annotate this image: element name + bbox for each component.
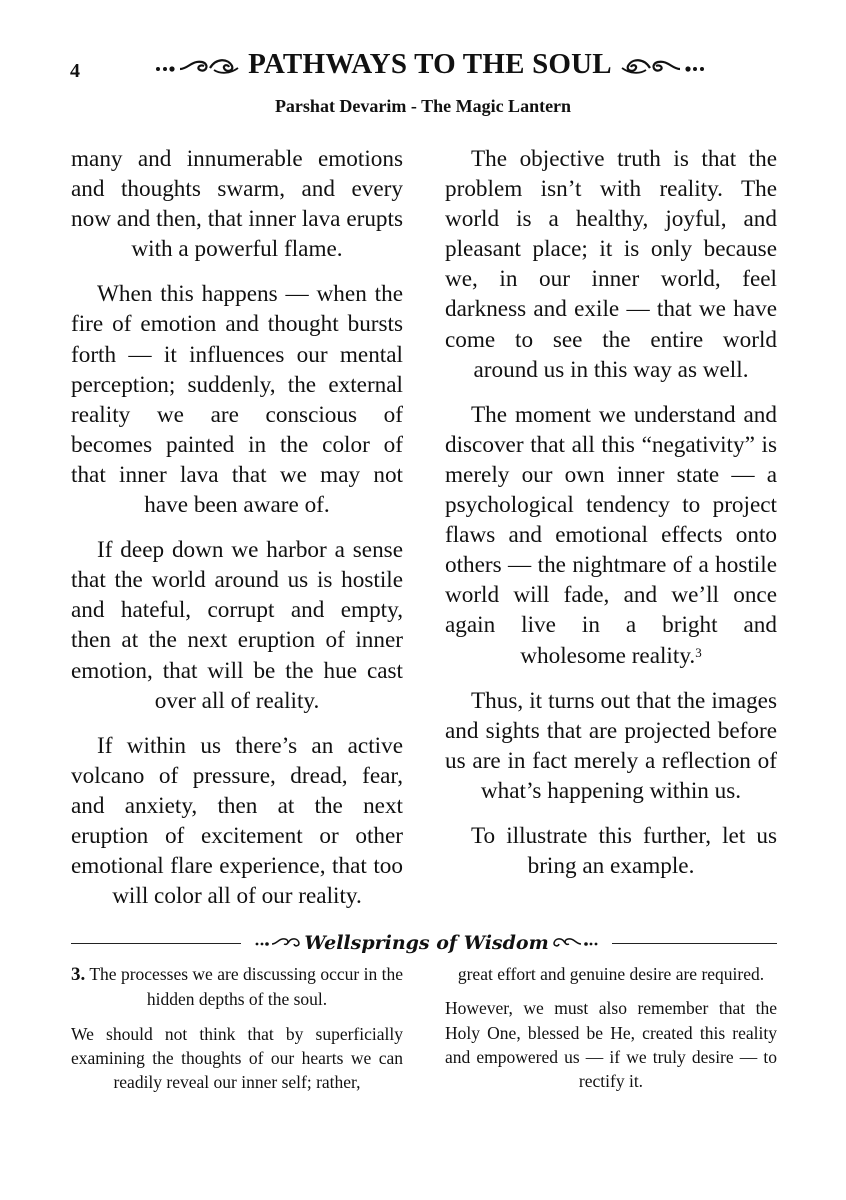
footnote-marker: 3 — [695, 644, 702, 660]
paragraph: When this happens — when the fire of emotion and thought bursts forth — it influences our mental perception; suddenly, the external reality we are conscious of becomes painted in the color of that inner lava that we may not have been aware of. — [71, 281, 403, 519]
footnotes — [71, 962, 777, 1104]
note-text: The processes we are discussing occur in the hidden depths of the soul. — [89, 964, 403, 1010]
paragraph-text: The moment we understand and discover that all this “negativity” is merely our own inner state — a psychological tendency to project flaws and emotional effects onto others — the nightmare of a hostile world will fade, and we’ll once again live in a bright and wholesome reality. — [445, 401, 777, 669]
right-flourish-ornament — [618, 54, 706, 76]
paragraph: If deep down we harbor a sense that the world around us is hostile and hateful, corrupt and empty, then at the next eruption of inner emotion, that will be the hue cast over all of reality. — [71, 537, 403, 714]
note-number: 3. — [71, 964, 86, 985]
paragraph: If within us there’s an active volcano of pressure, dread, fear, and anxiety, then at the next eruption of excitement or other emotional flare experience, that too will color all of our reality. — [71, 732, 403, 910]
left-small-flourish-ornament — [254, 936, 300, 950]
note-paragraph — [71, 962, 403, 1012]
right-small-flourish-ornament — [553, 936, 599, 950]
running-header — [120, 48, 740, 81]
book-title: PATHWAYS TO THE SOUL — [248, 48, 612, 80]
note-paragraph: We should not think that by superficially examining the thoughts of our hearts we can readily reveal our inner self; rather, — [71, 1023, 403, 1093]
paragraph: The objective truth is that the problem isn’t with reality. The world is a healthy, joyful, and pleasant place; it is only because we, in our inner world, feel darkness and exile — that we have come to see the entire world around us in this way as well. — [445, 146, 777, 383]
paragraph: Thus, it turns out that the images and sights that are projected before us are in fact merely a reflection of what’s happening within us. — [445, 687, 777, 804]
chapter-subtitle: Parshat Devarim - The Magic Lantern — [274, 96, 572, 116]
left-flourish-ornament — [154, 54, 242, 76]
note-paragraph: However, we must also remember that the Holy One, blessed be He, created this reality and empowered us — if we truly desire — to rectify it. — [445, 998, 777, 1092]
divider-line-left — [71, 943, 241, 944]
notes-section-title: Wellsprings of Wisdom — [304, 932, 549, 954]
paragraph: many and innumerable emotions and thoughts swarm, and every now and then, that inner lava erupts with a powerful flame. — [71, 146, 403, 263]
right-column — [445, 144, 777, 926]
notes-divider — [71, 928, 777, 958]
note-paragraph: great effort and genuine desire are required. — [457, 964, 765, 984]
main-text — [71, 144, 777, 926]
page-number: 4 — [70, 60, 80, 82]
paragraph: To illustrate this further, let us bring an example. — [471, 822, 777, 880]
notes-right-column — [445, 962, 777, 1104]
left-column — [71, 144, 403, 926]
paragraph — [445, 400, 777, 671]
divider-line-right — [612, 943, 777, 944]
notes-left-column — [71, 962, 403, 1104]
